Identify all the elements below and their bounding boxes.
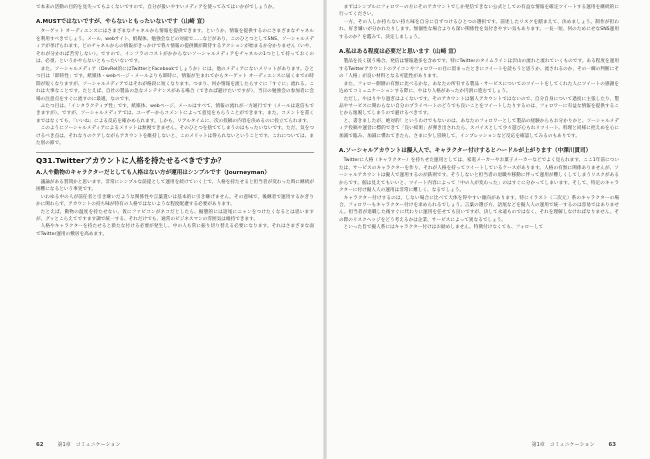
paragraph: と、書きましたが、絶対的！というわけでもないのは、あなたのフォロワーとして製品の経験からもお分かりかと。ソーシャルメディア投稿や運営に標的できて「良い結果」が弾き出されたら、スパイスとして少々遊び心もれリツイート。料理と同様に控えめを心に加減で臨み、加減に慣れてきたら、さまに少し冒険して、インプレッションなど反応を確認してみるのもありです。 — [339, 118, 619, 139]
page-number: 63 — [608, 442, 616, 448]
paragraph: 人格やキャラクターを持たせると新たな付ける必要が発生し、中の人も常に振り切り替える必要になります。それはさまざまな面でTwitter運用の敷居を高めます。 — [36, 224, 314, 237]
answer-heading-b: A.人や動物のキャラクターだとしても人格はない方が運用はシンプルです（Journeyman） — [36, 169, 270, 176]
paragraph: といった旨で擬人系にはキャラクター付けはお勧めしません。特徴付けなくても、フォローして — [343, 225, 544, 231]
paragraph: Twitterに人格（キャラクター）を持ちせた運用としては、家電メーカーやお菓子メーカーなどでよく見られます。ここ1年前についたは、サービスのキャラクターを作り、それが人格を持ってツイートしているケースがあります。人格の有無に関係ありませんが、ソーシャルアカウントは擬人で運用するのが鉄則です。そうしないと担当者の退職や移動に伴って運用が難しくしてしまうリスクがあるからです。個は見えてもいいと、ツイート内容によって「中の人が変わった」のはすぐに分かってしまいます。そして、特定のキャラクターに付け擬人人の運用は非常に難しく、なるでしょう。 — [339, 158, 619, 194]
paragraph: 議論がある質問かと思います。非常にシンプルな前提として運用を続けていく上で、人格を持たせると担当者が変わった時に継続が困難になるという事実です。 — [36, 179, 314, 193]
paragraph: まずはシンプルにフォロワーの方にそのアカウントでしか発信できない公式としての有益な情報を確定ツイートする運用を継続的に行ってください。 — [339, 5, 619, 18]
answer-body-b — [36, 179, 314, 239]
paragraph: で本来の活動の目的を見失ってもよくないですので、自分が扱いやすいメディアを使ってみてはいかがでしょうか。 — [36, 5, 278, 10]
answer-body-a — [36, 28, 314, 147]
paragraph: また、フォロー側側の有無に比べるかな、あなたの所有する製品・サービスについてのツイートをしてくれた人にツイートの感謝を込めてコミュニケーションする際に、やはり人格があったか円滑に進むでしょう。 — [339, 81, 619, 95]
paragraph: このようにソーシャルメディアによるメリットは無視できません。そのひとつを捨ててしまうのはもったいないです。ただ、気をつけるべき点は、それなりのケアしながらアカウントを維持しないと、このメリットは得られないということです。これについては、また別の節で。 — [36, 126, 314, 147]
left-page — [36, 4, 314, 442]
paragraph: キャラクター付けするのは、しない場合に比べて大体を得やすい傾向があります。特にイラスト（二次元）系のキャラクターの場合、フォロワーもキャラクター付けを求められるでしょう。言葉の選び方、語尾などを擬人人の運用で統一するのは容易ではありません。担当者が退職した後すぐに代わりに運用を任せても良いですが、決して永遠ものではなく、それを理解しなければなりません。その際のリスクヘッジをどう考えるかは企業、サービスによって異なるでしょう。 — [339, 195, 619, 223]
paragraph: ただし、やはりやり過ぎはよくないです。そのアカウントは個人アカウントではないので、自分自身について過度に主張したり、製品やサービスに関わらない自分のプライベートのどうでも良いことをツイートしたりするのは、フォロワーに有益な情報を提供することから逸脱してしまうので避けるべきです。 — [339, 96, 619, 117]
paragraph: ふたつ目は、「インタラクティブ性」です。紙媒体、webページ、メールはすべて、情報の流れが一方通行です（メールは返信もできますが）。ですが、ソーシャルメディアでは、ユーザーからコメントによって意見をもらうことができます。また、コメントを書くまではなくても、「いいね」による反応を確かめられます。しかも、リアルタイムに、次の投稿の内容を決めるのに役立てられます。 — [36, 103, 314, 124]
paragraph: 製品を長く扱う場合、発信は情報過多を含めです。特にTwitterのタイムラインは沢山の流れと流れていくものです。ある程度を運用するTwitterアカウントのアイコンやフォロワーの目に留まったときにツイートを読もうと思うか、流されるのか、その一瞬の判断にその「人格」が良い材料となる可能性があります。 — [339, 59, 619, 80]
answer-heading-b: A.ソーシャルアカウントは擬人人で、キャラクター付けするとハードルが上がります（中澤川貫司） — [339, 148, 592, 155]
right-footer — [532, 441, 616, 448]
paragraph: また、ソーシャルメディア（DevRel的にはTwitterとFacebookでしょうか）には、他のメディアにないメリットがあります。ひとつ目は「即時性」です。紙媒体・webページ・メールよりも即時に、情報が生まれてからターゲット オーディエンスに届くまでの時間が短くなりますが、ソーシャルメディアではそれが格段に短くなります。つまり、何か情報を流したらすぐに「すぐに」流れる。これは大事なことです。たとえば、自社の製品の急なメンテナンスがある場合（できれば避けたいですが）、当日の勉強会の参加者に会場の注意点をすぐに流すのに最適、なのです。 — [36, 66, 314, 102]
right-page — [339, 4, 619, 442]
right-intro — [339, 4, 619, 41]
chapter-label: 第1章 コミュニケーション — [57, 442, 121, 448]
question-heading-q31: Q31.Twitterアカウントに人格を持たせるべきですか？ — [36, 152, 314, 166]
book-gutter — [323, 0, 327, 459]
paragraph: ターゲット オーディエンスにはさまざまなチャネルから情報を提供できます。というか、情報を提供するのにさまざまなチャネルを利用すべきでしょう。メール、webサイト、紙媒体、勉強会などの対面で……などがあり、このひとつとしてSNS、ソーシャルメディアが挙げられます。どのチャネルからの情報がきっかけで我々情報の提供側が期待するアクションが始まるか分かりません（いや、それが分かれば苦労しない）。ですので、インフラのコストがかからないソーシャルメディアをチャネルの1つとして持っておくのは、必須、というかやらないともったいないです。 — [36, 29, 314, 65]
page-number: 62 — [36, 442, 44, 448]
left-footer — [36, 441, 120, 448]
answer-heading-a: A.私はある程度は必要だと思います（山崎 宣） — [339, 49, 460, 56]
left-intro — [36, 4, 314, 11]
paragraph: いわゆる中の人が前任者と引き継いだような関係性や言葉遣いは基本的に引き継げません。その意味で、後継者で運用するかぎりかに関わらず、アカウントの持ち味が特有の人格ではないような程度配慮する必要があります。 — [36, 194, 314, 208]
paragraph: たとえば、動物の温度を持たせない、仮にファビコンがネコだとしたら、擬態的には語尾にニャンをつけたくなるとは思いますが、グッとこらえてですます調で統一する、それだけでも、通常のビジネスマンの雰囲気は維持できます。 — [36, 209, 314, 222]
answer-heading-a: A.MUSTではないですが、やらないともったいないです（山崎 宣） — [36, 19, 208, 26]
chapter-label: 第1章 コミュニケーション — [531, 442, 595, 448]
paragraph: 一方、その人しか持ちない持ち味を自分に自ずつけるひとつの選択です。前述したリスクを踏まえて、決めましょう。制作が担われ、好き嫌いが分かれたりします。無個性な場合よりも深い関係性を気付きやすい気もあります。一長一短、何のためにせなSNS運用するのか？を鑑みて、決定しましょう。 — [339, 19, 619, 40]
answer-body-b — [339, 157, 619, 232]
answer-body-a — [339, 58, 619, 140]
